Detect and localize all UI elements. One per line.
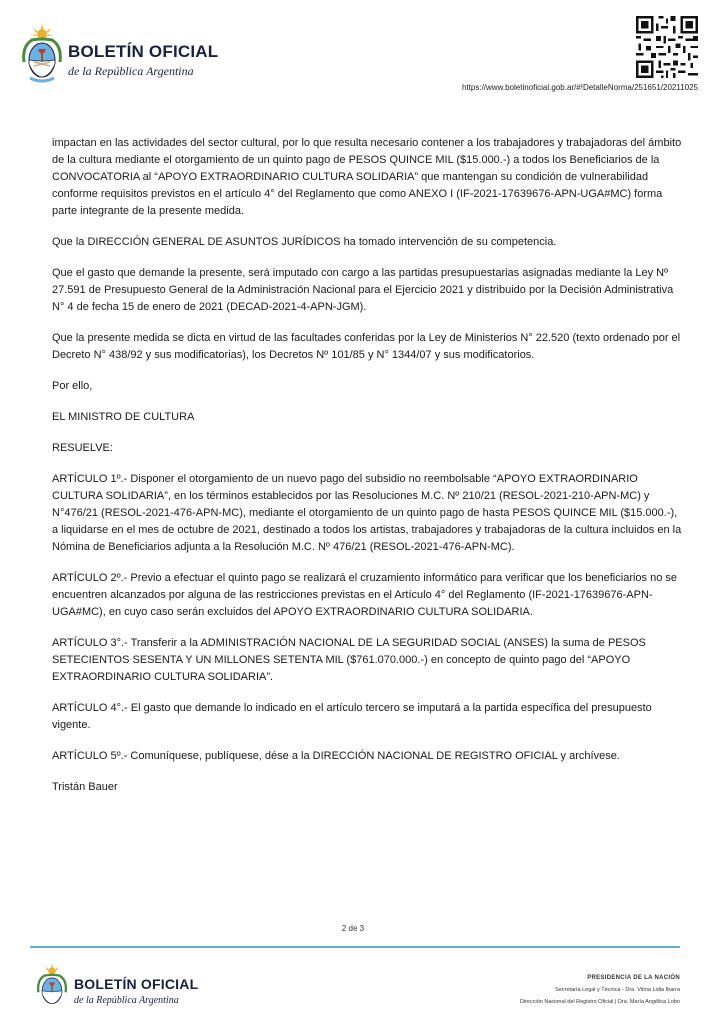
paragraph: RESUELVE: xyxy=(52,442,113,454)
presidencia-label: PRESIDENCIA DE LA NACIÓN xyxy=(587,975,680,981)
paragraph: Que el gasto que demande la presente, será imputado con cargo a las partidas presupuestarias asignadas mediante la Ley Nº 27.591 de Presupuesto General de la Administración Nacional para el Ejercicio 2021 y distribuido por la Decisión Administrativa N° 4 de fecha 15 de enero de 2021 (DECAD-2021-4-APN-JGM). xyxy=(52,267,674,313)
direccion-label: Dirección Nacional del Registro Oficial | Dra. María Angélica Lobo xyxy=(519,999,680,1005)
national-coat-of-arms-icon xyxy=(20,22,64,88)
article-paragraph: ARTÍCULO 4°.- El gasto que demande lo indicado en el artículo tercero se imputará a la partida específica del presupuesto vigente. xyxy=(52,702,652,731)
paragraph: EL MINISTRO DE CULTURA xyxy=(52,411,195,423)
footer-brand-subtitle: de la República Argentina xyxy=(74,995,179,1006)
page-header xyxy=(0,0,706,100)
boletin-oficial-logo[interactable] xyxy=(20,22,230,88)
footer-logo[interactable] xyxy=(34,962,234,1012)
qr-code-icon[interactable] xyxy=(636,16,698,78)
article-paragraph: ARTÍCULO 3°.- Transferir a la ADMINISTRACIÓN NACIONAL DE LA SEGURIDAD SOCIAL (ANSES) la suma de PESOS SETECIENTOS SESENTA Y UN MILLONES SETENTA MIL ($761.070.000.-) en concepto de quinto pago del “APOYO EXTRAORDINARIO CULTURA SOLIDARIA”. xyxy=(52,637,646,683)
article-paragraph: ARTÍCULO 1º.- Disponer el otorgamiento de un nuevo pago del subsidio no reembolsable “APOYO EXTRAORDINARIO CULTURA SOLIDARIA”, en los términos establecidos por las Resoluciones M.C. Nº 210/21 (RESOL-2021-210-APN-MC) y N°476/21 (RESOL-2021-476-APN-MC), mediante el otorgamiento de un quinto pago de hasta PESOS QUINCE MIL ($15.000.-), a liquidarse en el mes de octubre de 2021, destinado a todos los artistas, trabajadores y trabajadoras de la cultura incluidos en la Nómina de Beneficiarios adjunta a la Resolución M.C. Nº 476/21 (RESOL-2021-476-APN-MC). xyxy=(52,473,682,553)
paragraph: Que la presente medida se dicta en virtud de las facultades conferidas por la Ley de Ministerios N° 22.520 (texto ordenado por el Decreto N° 438/92 y sus modificatorias), los Decretos Nº 101/85 y N° 1344/07 y sus modificatorios. xyxy=(52,332,681,361)
paragraph: Por ello, xyxy=(52,380,93,392)
brand-title: BOLETÍN OFICIAL xyxy=(68,42,219,61)
paragraph: impactan en las actividades del sector cultural, por lo que resulta necesario contener a los trabajadores y trabajadoras del ámbito de la cultura mediante el otorgamiento de un quinto pago de PESOS QUINCE MIL ($15.000.-) a todos los Beneficiarios de la CONVOCATORIA al “APOYO EXTRAORDINARIO CULTURA SOLIDARIA” que mantengan su condición de vulnerabilidad conforme requisitos previstos en el artículo 4° del Reglamento que como ANEXO I (IF-2021-17639676-APN-UGA#MC) forma parte integrante de la presente medida. xyxy=(52,137,682,217)
article-paragraph: ARTÍCULO 2º.- Previo a efectuar el quinto pago se realizará el cruzamiento informático para verificar que los beneficiarios no se encuentren alcanzados por alguna de las restricciones previstas en el Artículo 4° del Reglamento (IF-2021-17639676-APN-UGA#MC), en cuyo caso serán excluidos del APOYO EXTRAORDINARIO CULTURA SOLIDARIA. xyxy=(52,572,678,618)
page-number: 2 de 3 xyxy=(341,924,365,933)
brand-subtitle: de la República Argentina xyxy=(68,64,194,78)
signature-name: Tristán Bauer xyxy=(52,781,118,793)
article-paragraph: ARTÍCULO 5º.- Comuníquese, publíquese, dése a la DIRECCIÓN NACIONAL DE REGISTRO OFICIAL y archívese. xyxy=(52,750,620,762)
secretaria-label: Secretaría Legal y Técnica - Dra. Vilma Lidia Ibarra xyxy=(555,987,680,993)
footer-brand-title: BOLETÍN OFICIAL xyxy=(74,976,199,992)
footer-credits xyxy=(520,972,680,1008)
document-body xyxy=(52,135,682,810)
footer-divider xyxy=(30,946,680,948)
national-coat-of-arms-icon xyxy=(34,962,70,1012)
document-url[interactable]: https://www.boletinoficial.gob.ar/#!DetalleNorma/251651/20211025 xyxy=(462,83,698,92)
paragraph: Que la DIRECCIÓN GENERAL DE ASUNTOS JURÍDICOS ha tomado intervención de su competencia. xyxy=(52,236,557,248)
